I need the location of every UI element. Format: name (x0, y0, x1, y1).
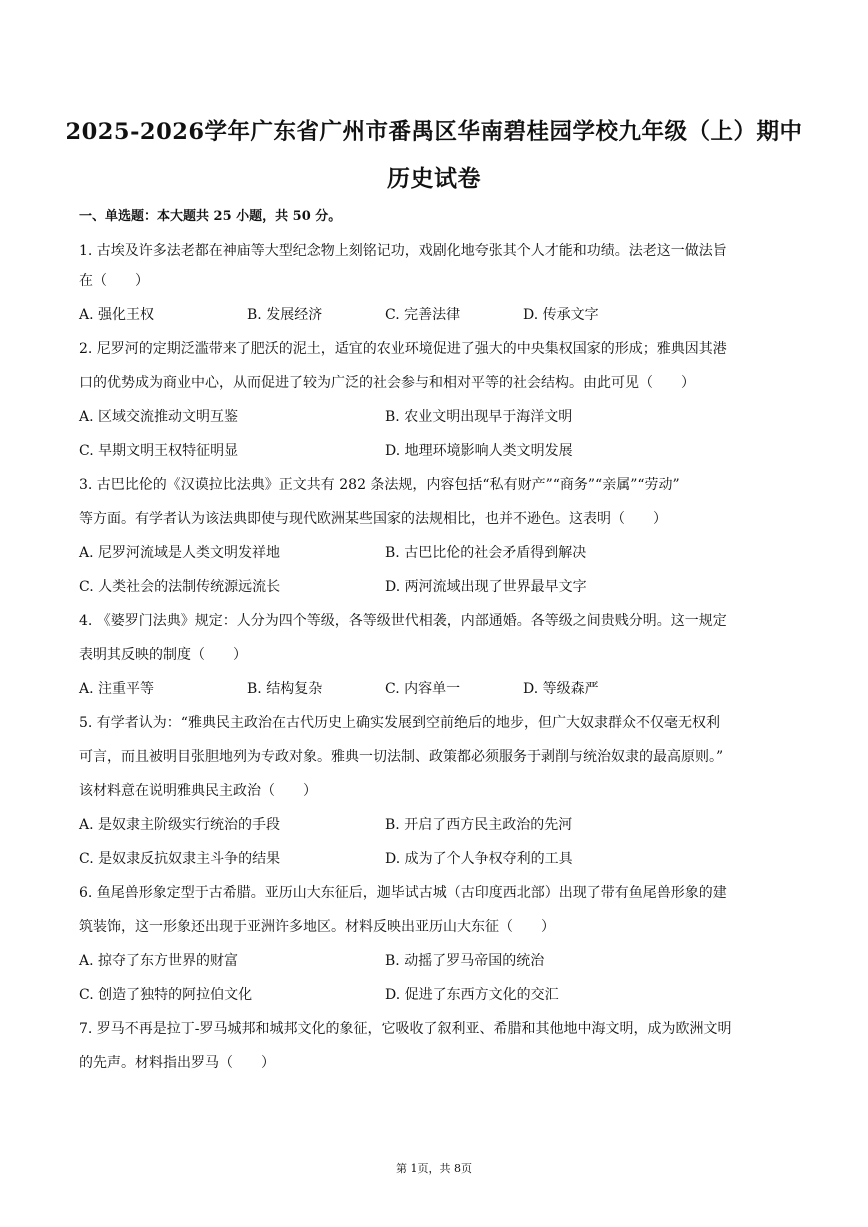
question-1-option-c: C. 完善法律 (385, 307, 461, 323)
question-3-option-c: C. 人类社会的法制传统源远流长 (79, 579, 281, 595)
question-6-line-1: 6. 鱼尾兽形象定型于古希腊。亚历山大东征后，迦毕试古城（古印度西北部）出现了带有鱼尾兽形象的建 (79, 885, 727, 901)
question-5-option-d: D. 成为了个人争权夺利的工具 (385, 851, 573, 867)
section-heading: 一、单选题：本大题共 25 小题，共 50 分。 (79, 209, 342, 224)
question-4-option-b: B. 结构复杂 (247, 681, 323, 697)
question-3-option-b: B. 古巴比伦的社会矛盾得到解决 (385, 545, 587, 561)
question-1-option-b: B. 发展经济 (247, 307, 323, 323)
question-2-option-b: B. 农业文明出现早于海洋文明 (385, 409, 573, 425)
question-2-option-a: A. 区域交流推动文明互鉴 (79, 409, 239, 425)
question-2-line-1: 2. 尼罗河的定期泛滥带来了肥沃的泥土，适宜的农业环境促进了强大的中央集权国家的形成；雅典因其港 (79, 341, 727, 357)
question-3-line-1: 3. 古巴比伦的《汉谟拉比法典》正文共有 282 条法规，内容包括“私有财产”“商务”“亲属”“劳动” (79, 477, 680, 493)
question-1-line-2: 在（ ） (79, 273, 149, 289)
question-5-line-3: 该材料意在说明雅典民主政治（ ） (79, 783, 317, 799)
question-6-line-2: 筑装饰，这一形象还出现于亚洲许多地区。材料反映出亚历山大东征（ ） (79, 919, 555, 935)
question-6-option-c: C. 创造了独特的阿拉伯文化 (79, 987, 253, 1003)
question-4-option-a: A. 注重平等 (79, 681, 155, 697)
question-4-line-2: 表明其反映的制度（ ） (79, 647, 247, 663)
question-1-option-a: A. 强化王权 (79, 307, 155, 323)
question-6-option-d: D. 促进了东西方文化的交汇 (385, 987, 559, 1003)
question-3-option-d: D. 两河流域出现了世界最早文字 (385, 579, 587, 595)
exam-subtitle: 历史试卷 (387, 165, 481, 192)
question-1-line-1: 1. 古埃及许多法老都在神庙等大型纪念物上刻铭记功，戏剧化地夸张其个人才能和功绩。法老这一做法旨 (79, 243, 727, 259)
question-7-line-1: 7. 罗马不再是拉丁-罗马城邦和城邦文化的象征，它吸收了叙利亚、希腊和其他地中海文明，成为欧洲文明 (79, 1021, 732, 1037)
question-5-line-2: 可言，而且被明目张胆地列为专政对象。雅典一切法制、政策都必须服务于剥削与统治奴隶的最高原则。” (79, 749, 724, 765)
question-2-line-2: 口的优势成为商业中心，从而促进了较为广泛的社会参与和相对平等的社会结构。由此可见（ ） (79, 375, 695, 391)
question-4-option-d: D. 等级森严 (523, 681, 599, 697)
question-1-option-d: D. 传承文字 (523, 307, 599, 323)
question-2-option-c: C. 早期文明王权特征明显 (79, 443, 239, 459)
question-5-option-c: C. 是奴隶反抗奴隶主斗争的结果 (79, 851, 281, 867)
question-3-line-2: 等方面。有学者认为该法典即使与现代欧洲某些国家的法规相比，也并不逊色。这表明（ ） (79, 511, 667, 527)
question-5-option-b: B. 开启了西方民主政治的先河 (385, 817, 573, 833)
question-5-option-a: A. 是奴隶主阶级实行统治的手段 (79, 817, 281, 833)
question-6-option-a: A. 掠夺了东方世界的财富 (79, 953, 239, 969)
question-4-option-c: C. 内容单一 (385, 681, 461, 697)
question-7-line-2: 的先声。材料指出罗马（ ） (79, 1055, 275, 1071)
question-6-option-b: B. 动摇了罗马帝国的统治 (385, 953, 545, 969)
question-4-line-1: 4. 《婆罗门法典》规定：人分为四个等级，各等级世代相袭，内部通婚。各等级之间贵贱分明。这一规定 (79, 613, 727, 629)
exam-title: 2025-2026学年广东省广州市番禺区华南碧桂园学校九年级（上）期中 (65, 119, 803, 145)
question-5-line-1: 5. 有学者认为：“雅典民主政治在古代历史上确实发展到空前绝后的地步，但广大奴隶群众不仅毫无权利 (79, 715, 720, 731)
question-3-option-a: A. 尼罗河流域是人类文明发祥地 (79, 545, 281, 561)
page-footer: 第 1页，共 8页 (396, 1162, 472, 1175)
question-2-option-d: D. 地理环境影响人类文明发展 (385, 443, 573, 459)
